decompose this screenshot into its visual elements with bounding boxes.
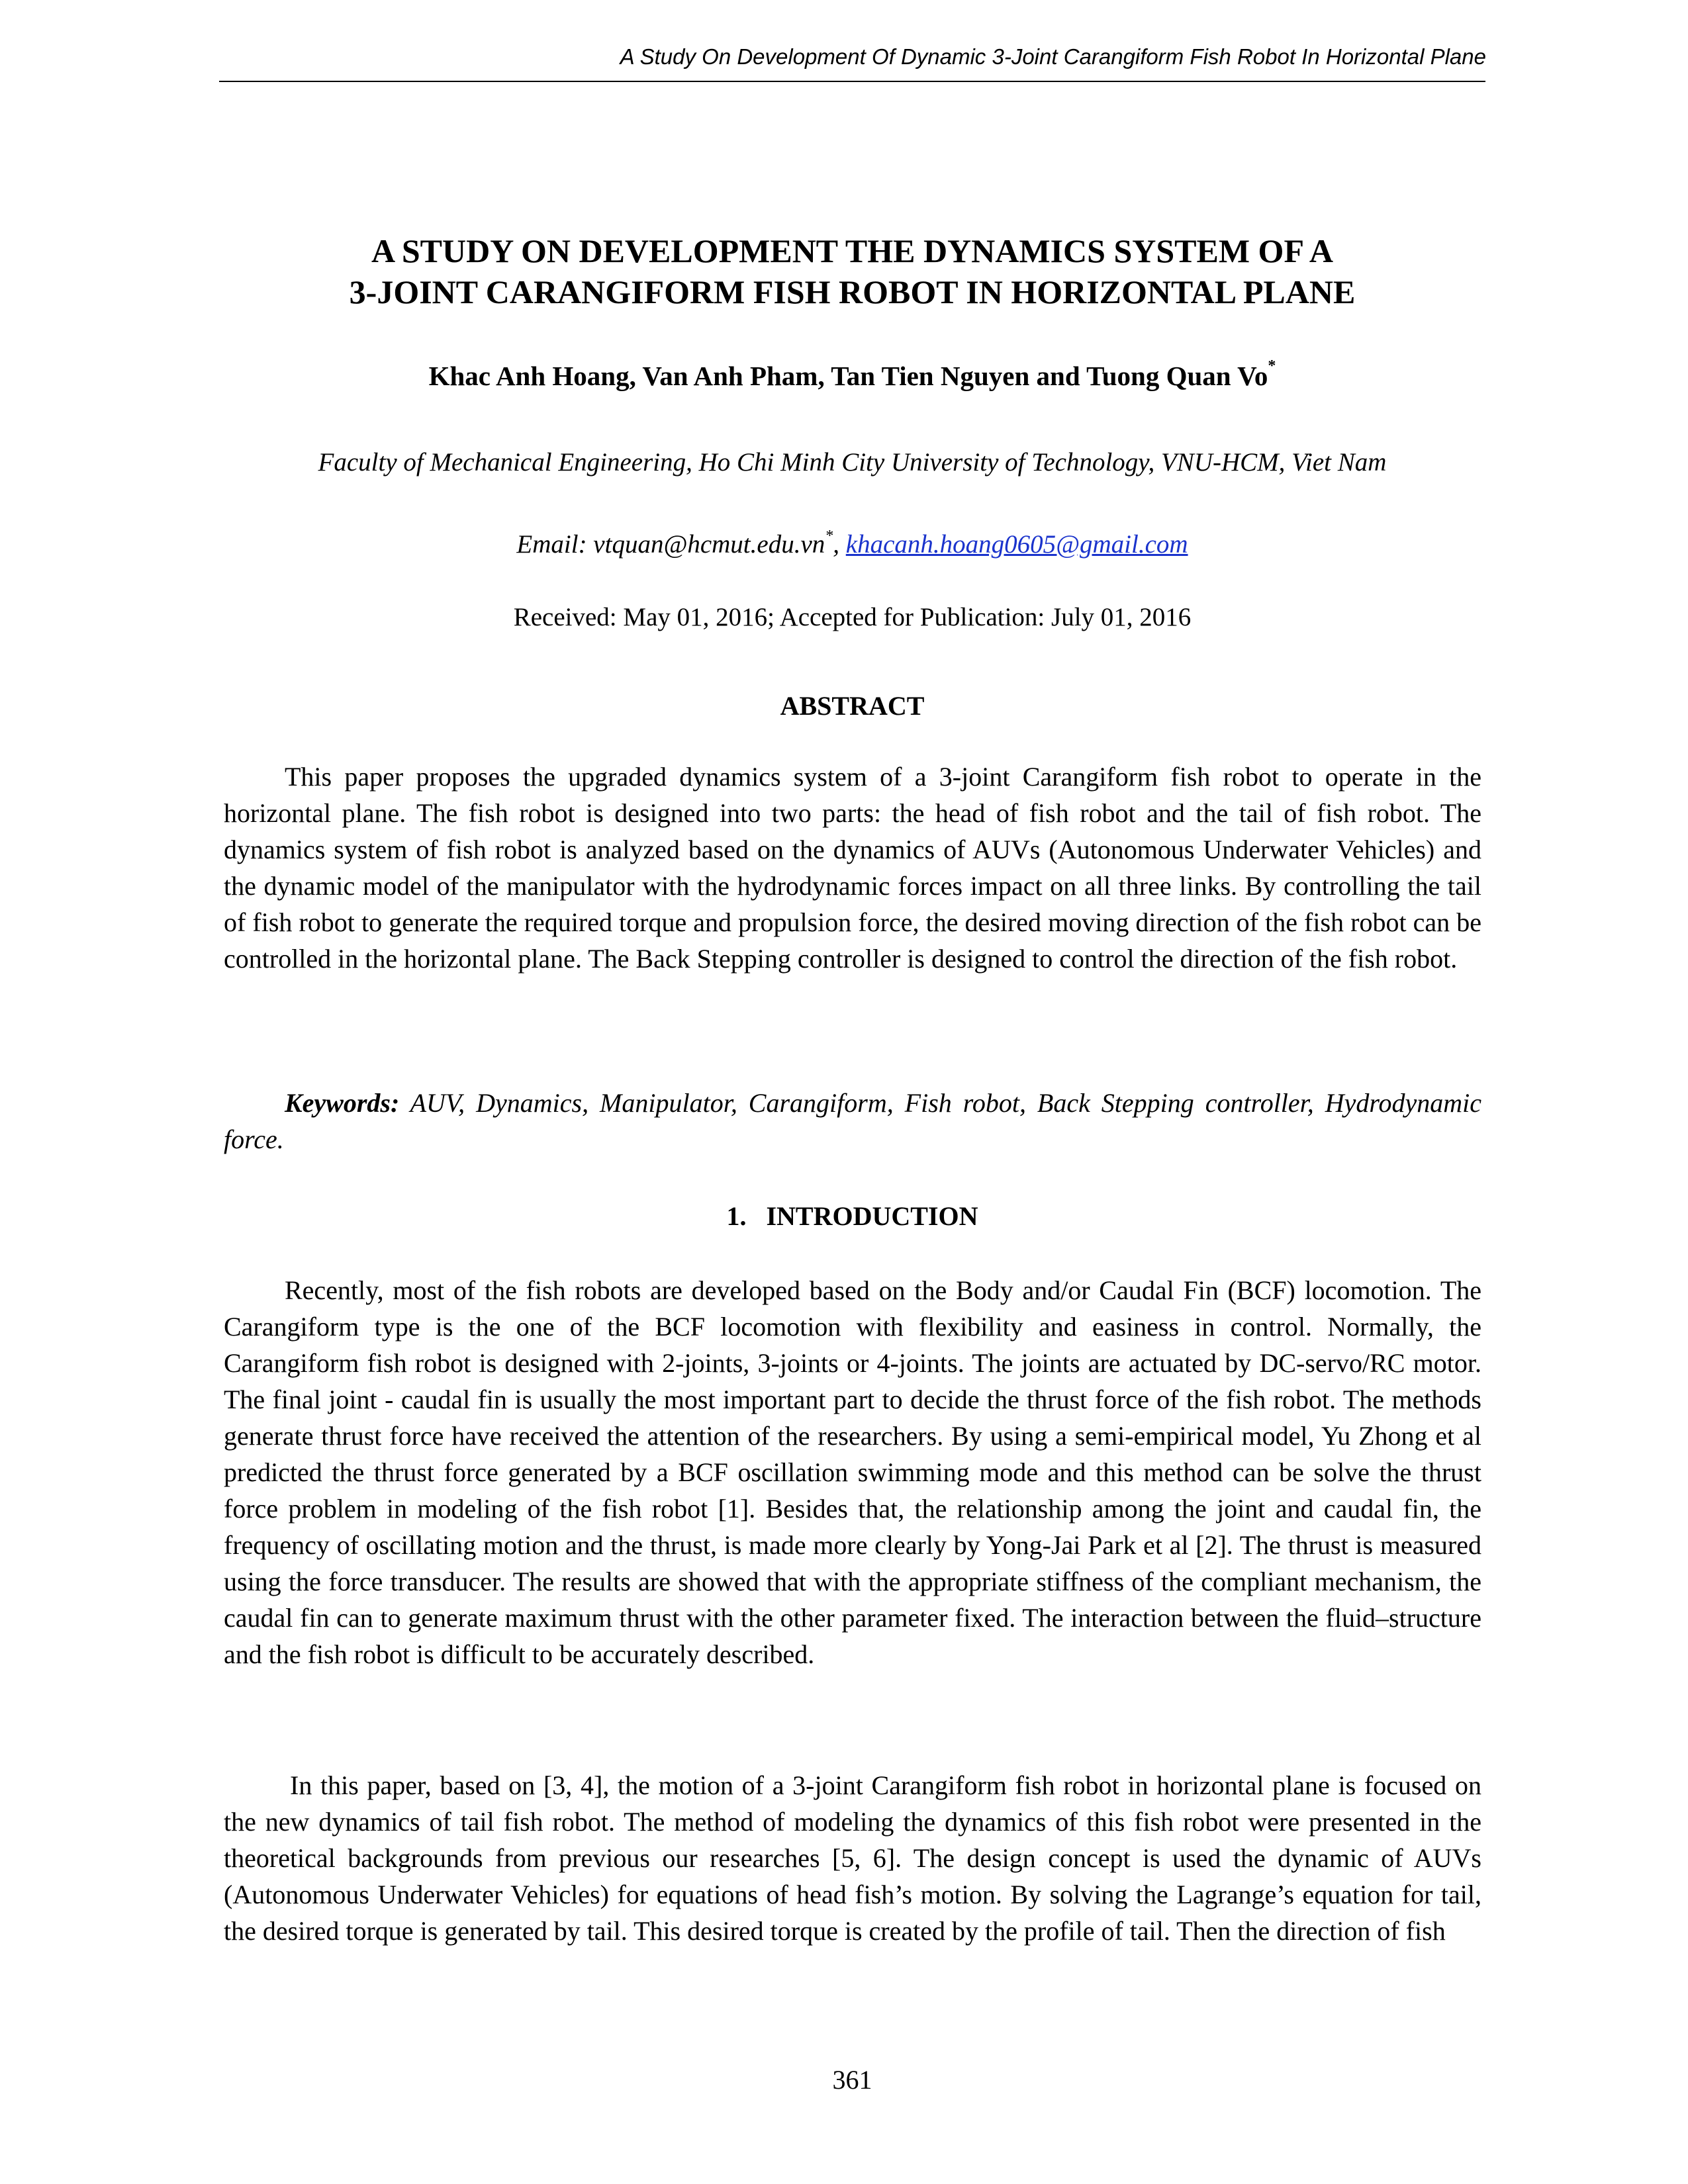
- received-dates: Received: May 01, 2016; Accepted for Publication: July 01, 2016: [513, 603, 1192, 631]
- introduction-heading: 1. INTRODUCTION: [726, 1201, 978, 1231]
- abstract-heading: ABSTRACT: [780, 691, 925, 721]
- email-line: [219, 528, 1485, 561]
- title-line-1: A STUDY ON DEVELOPMENT THE DYNAMICS SYSTEM OF A: [371, 232, 1333, 269]
- email-mark: *: [825, 527, 833, 545]
- keywords-label: Keywords:: [285, 1088, 400, 1118]
- running-header: A Study On Development Of Dynamic 3-Joint Carangiform Fish Robot In Horizontal Plane: [620, 44, 1486, 69]
- email-separator: ,: [833, 530, 846, 559]
- email-label: Email: vtquan@hcmut.edu.vn: [516, 530, 825, 559]
- page-number: 361: [832, 2065, 872, 2095]
- email-link[interactable]: khacanh.hoang0605@gmail.com: [845, 530, 1188, 559]
- paper-title: [219, 230, 1485, 312]
- header-rule: [219, 81, 1485, 82]
- abstract-body: This paper proposes the upgraded dynamics system of a 3-joint Carangiform fish robot to operate in the horizontal plane. The fish robot is designed into two parts: the head of fish robot and the tail of fish robot. The dynamics system of fish robot is analyzed based on the dynamics of AUVs (Autonomous Underwater Vehicles) and the dynamic model of the manipulator with the hydrodynamic forces impact on all three links. By controlling the tail of fish robot to generate the required torque and propulsion force, the desired moving direction of the fish robot can be controlled in the horizontal plane. The Back Stepping controller is designed to control the direction of the fish robot.: [224, 762, 1481, 974]
- author-list: [219, 359, 1485, 393]
- author-names: Khac Anh Hoang, Van Anh Pham, Tan Tien Nguyen and Tuong Quan Vo: [428, 361, 1268, 391]
- affiliation: Faculty of Mechanical Engineering, Ho Chi Minh City University of Technology, VNU-HCM, Viet Nam: [318, 448, 1387, 477]
- corresponding-author-mark: *: [1268, 357, 1276, 375]
- title-line-2: 3-JOINT CARANGIFORM FISH ROBOT IN HORIZONTAL PLANE: [349, 273, 1356, 310]
- introduction-paragraph-2: In this paper, based on [3, 4], the motion of a 3-joint Carangiform fish robot in horizontal plane is focused on the new dynamics of tail fish robot. The method of modeling the dynamics of this fish robot were presented in the theoretical backgrounds from previous our researches [5, 6]. The design concept is used the dynamic of AUVs (Autonomous Underwater Vehicles) for equations of head fish’s motion. By solving the Lagrange’s equation for tail, the desired torque is generated by tail. This desired torque is created by the profile of tail. Then the direction of fish: [224, 1770, 1481, 1946]
- keywords-text: AUV, Dynamics, Manipulator, Carangiform, Fish robot, Back Stepping controller, Hydrodynamic force.: [224, 1088, 1481, 1154]
- keywords: [224, 1085, 1481, 1158]
- introduction-paragraph-1: Recently, most of the fish robots are developed based on the Body and/or Caudal Fin (BCF) locomotion. The Carangiform type is the one of the BCF locomotion with flexibility and easiness in control. Normally, the Carangiform fish robot is designed with 2-joints, 3-joints or 4-joints. The joints are actuated by DC-servo/RC motor. The final joint - caudal fin is usually the most important part to decide the thrust force of the fish robot. The methods generate thrust force have received the attention of the researchers. By using a semi-empirical model, Yu Zhong et al predicted the thrust force generated by a BCF oscillation swimming mode and this method can be solve the thrust force problem in modeling of the fish robot [1]. Besides that, the relationship among the joint and caudal fin, the frequency of oscillating motion and the thrust, is made more clearly by Yong-Jai Park et al [2]. The thrust is measured using the force transducer. The results are showed that with the appropriate stiffness of the compliant mechanism, the caudal fin can to generate maximum thrust with the other parameter fixed. The interaction between the fluid–structure and the fish robot is difficult to be accurately described.: [224, 1275, 1481, 1669]
